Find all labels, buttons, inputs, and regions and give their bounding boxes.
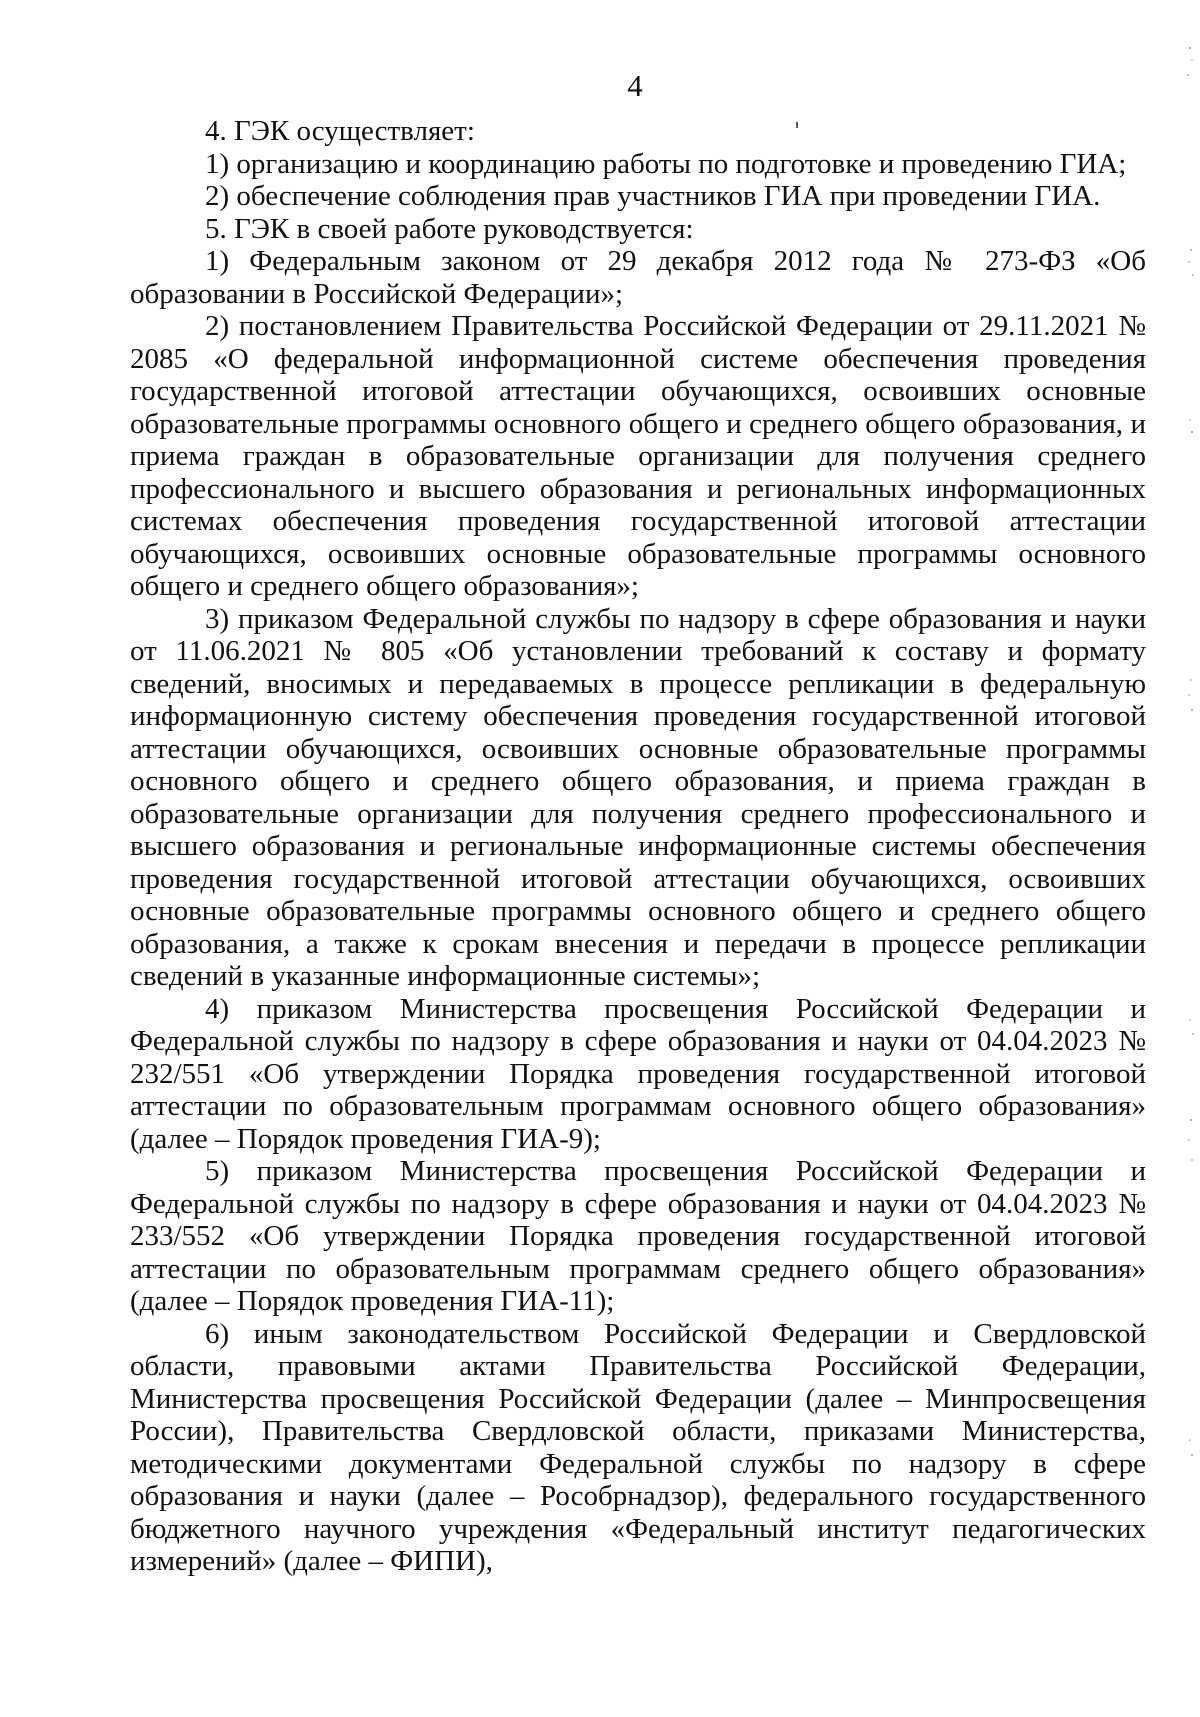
paragraph-4: 4. ГЭК осуществляет:	[205, 115, 475, 147]
scan-edge-noise	[1170, 0, 1200, 1717]
paragraph-4-item-2: 2) обеспечение соблюдения прав участников ГИА при проведении ГИА.	[205, 180, 1101, 212]
paragraph-5-item-6: 6) иным законодательством Российской Федерации и Свердловской области, правовыми актами Правительства Российской Федерации, Министерства просвещения Российской Федерации (далее – Минпросвещения России), Правительства Свердловской области, приказами Министерства, методическими документами Федеральной службы по надзору в сфере образования и науки (далее – Рособрнадзор), федерального государственного бюджетного научного учреждения «Федеральный институт педагогических измерений» (далее – ФИПИ),	[130, 1317, 1146, 1577]
page-number: 4	[627, 68, 643, 103]
paragraph-4-item-1: 1) организацию и координацию работы по подготовке и проведению ГИА;	[205, 147, 1127, 180]
paragraph-5-item-4: 4) приказом Министерства просвещения Российской Федерации и Федеральной службы по надзору в сфере образования и науки от 04.04.2023 № 232/551 «Об утверждении Порядка проведения государственной итоговой аттестации по образовательным программам основного общего образования» (далее – Порядок проведения ГИА-9);	[130, 992, 1146, 1155]
paragraph-5-item-5: 5) приказом Министерства просвещения Российской Федерации и Федеральной службы по надзору в сфере образования и науки от 04.04.2023 № 233/552 «Об утверждении Порядка проведения государственной итоговой аттестации по образовательным программам среднего общего образования» (далее – Порядок проведения ГИА-11);	[130, 1155, 1146, 1317]
paragraph-5-item-2: 2) постановлением Правительства Российской Федерации от 29.11.2021 № 2085 «О федеральной информационной системе обеспечения проведения государственной итоговой аттестации обучающихся, освоивших основные образовательные программы основного общего и среднего общего образования, и приема граждан в образовательные организации для получения среднего профессионального и высшего образования и региональных информационных системах обеспечения проведения государственной итоговой аттестации обучающихся, освоивших основные образовательные программы основного общего и среднего общего образования»;	[130, 310, 1146, 602]
document-body	[130, 115, 1146, 1578]
paragraph-5-item-1: 1) Федеральным законом от 29 декабря 2012 года № 273-ФЗ «Об образовании в Российской Федерации»;	[130, 245, 1146, 310]
paragraph-5: 5. ГЭК в своей работе руководствуется:	[205, 212, 694, 245]
paragraph-5-item-3: 3) приказом Федеральной службы по надзору в сфере образования и науки от 11.06.2021 № 805 «Об установлении требований к составу и формату сведений, вносимых и передаваемых в процессе репликации в федеральную информационную систему обеспечения проведения государственной итоговой аттестации обучающихся, освоивших основные образовательные программы основного общего и среднего общего образования, и приема граждан в образовательные организации для получения среднего профессионального и высшего образования и региональные информационные системы обеспечения проведения государственной итоговой аттестации обучающихся, освоивших основные образовательные программы основного общего и среднего общего образования, а также к срокам внесения и передачи в процессе репликации сведений в указанные информационные системы»;	[130, 602, 1146, 992]
